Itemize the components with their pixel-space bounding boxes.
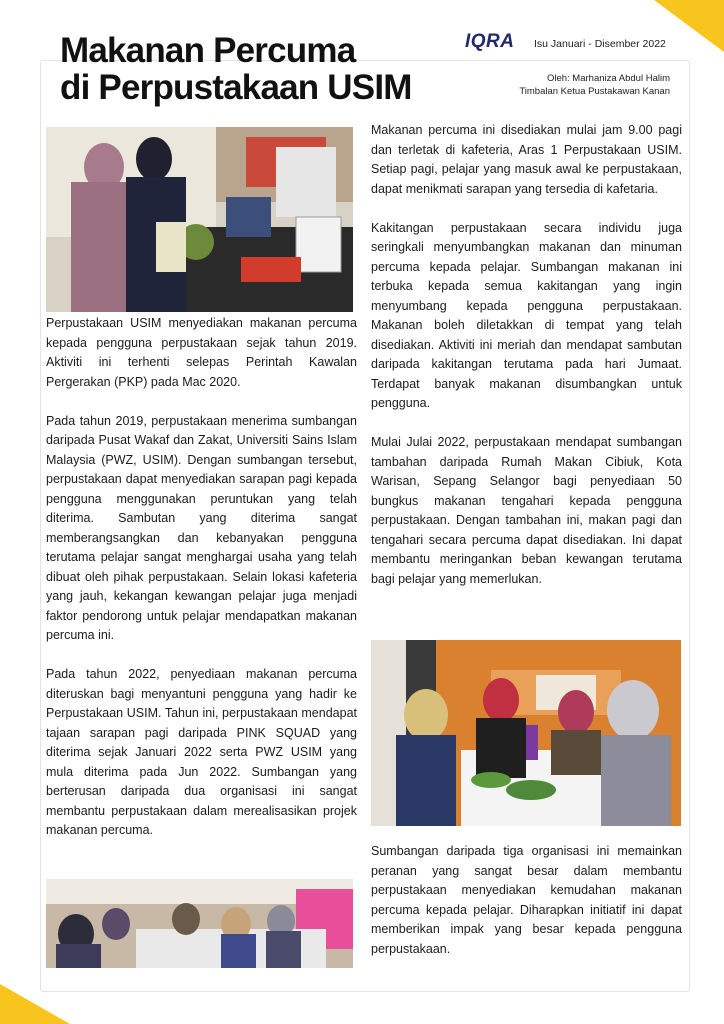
iqra-logo [465,32,525,56]
photo-students-dining [46,879,353,968]
paragraph: Pada tahun 2022, penyediaan makanan percuma diteruskan bagi menyantuni pengguna yang hadir ke Perpustakaan USIM. Tahun ini, perpustakaan mendapat tajaan sarapan pagi daripada PINK SQUAD yang diterima sejak Januari 2022 serta PWZ USIM yang mula diterima pada Jun 2022. Sumbangan yang berterusan daripada dua organisasi ini sangat membantu perpustakaan dalam merealisasikan projek makanan percuma. [46,667,357,837]
page-title [60,32,412,106]
title-line-2: di Perpustakaan USIM [60,68,412,107]
logo-text: IQRA [465,31,515,52]
photo-staff-table [371,640,681,826]
paragraph: Perpustakaan USIM menyediakan makanan percuma kepada pengguna perpustakaan sejak tahun 2019. Aktiviti ini terhenti selepas Perintah Kawalan Pergerakan (PKP) pada Mac 2020. [46,316,357,389]
paragraph: Sumbangan daripada tiga organisasi ini memainkan peranan yang sangat besar dalam membantu perpustakaan menyediakan kemudahan makanan percuma kepada pelajar. Diharapkan initiatif ini dapat memberikan impak yang besar kepada pengguna perpustakaan. [371,844,682,956]
right-column-text-bottom [371,842,682,959]
paragraph: Makanan percuma ini disediakan mulai jam 9.00 pagi dan terletak di kafeteria, Aras 1 Perpustakaan USIM. Setiap pagi, pelajar yang masuk awal ke perpustakaan, dapat menikmati sarapan yang tersedia di kafetaria. [371,123,682,196]
left-column-text [46,314,357,841]
right-column-text-top [371,121,682,589]
author-title: Timbalan Ketua Pustakawan Kanan [519,86,670,97]
paragraph: Mulai Julai 2022, perpustakaan mendapat sumbangan tambahan daripada Rumah Makan Cibiuk, Kota Warisan, Sepang Selangor bagi penyediaan 50 bungkus makanan tengahari kepada pengguna perpustakaan. Dengan tambahan ini, makan pagi dan tengahari secara percuma dapat disediakan. Ini dapat membantu meringankan beban kewangan terutama bagi pelajar yang memerlukan. [371,435,682,586]
title-line-1: Makanan Percuma [60,31,356,70]
author-name: Oleh: Marhaniza Abdul Halim [546,73,670,84]
author-block [519,72,670,98]
issue-label: Isu Januari - Disember 2022 [534,38,666,50]
paragraph: Pada tahun 2019, perpustakaan menerima sumbangan daripada Pusat Wakaf dan Zakat, Universiti Sains Islam Malaysia (PWZ, USIM). Dengan sumbangan tersebut, perpustakaan dapat menyediakan sarapan pagi kepada pengguna menggunakan peruntukan yang telah diterima. Sambutan yang diterima sangat memberangsangkan dan kebanyakan pengguna terutama pelajar sangat menghargai usaha yang telah dibuat oleh pihak perpustakaan. Selain lokasi kafeteria yang jauh, kekangan kewangan pelajar juga menjadi faktor pendorong untuk pelajar mendapatkan makanan percuma ini. [46,413,357,642]
paragraph: Kakitangan perpustakaan secara individu juga seringkali menyumbangkan makanan dan minuman percuma kepada pelajar. Sumbangan makanan ini terbuka kepada semua kakitangan yang ingin menyumbang kepada pengguna perpustakaan. Makanan boleh diletakkan di tempat yang telah disediakan. Aktiviti ini meriah dan mendapat sambutan daripada kakitangan terutama pada hari Jumaat. Terdapat banyak makanan disumbangkan untuk pengguna. [371,220,682,410]
photo-food-counter [46,127,353,312]
